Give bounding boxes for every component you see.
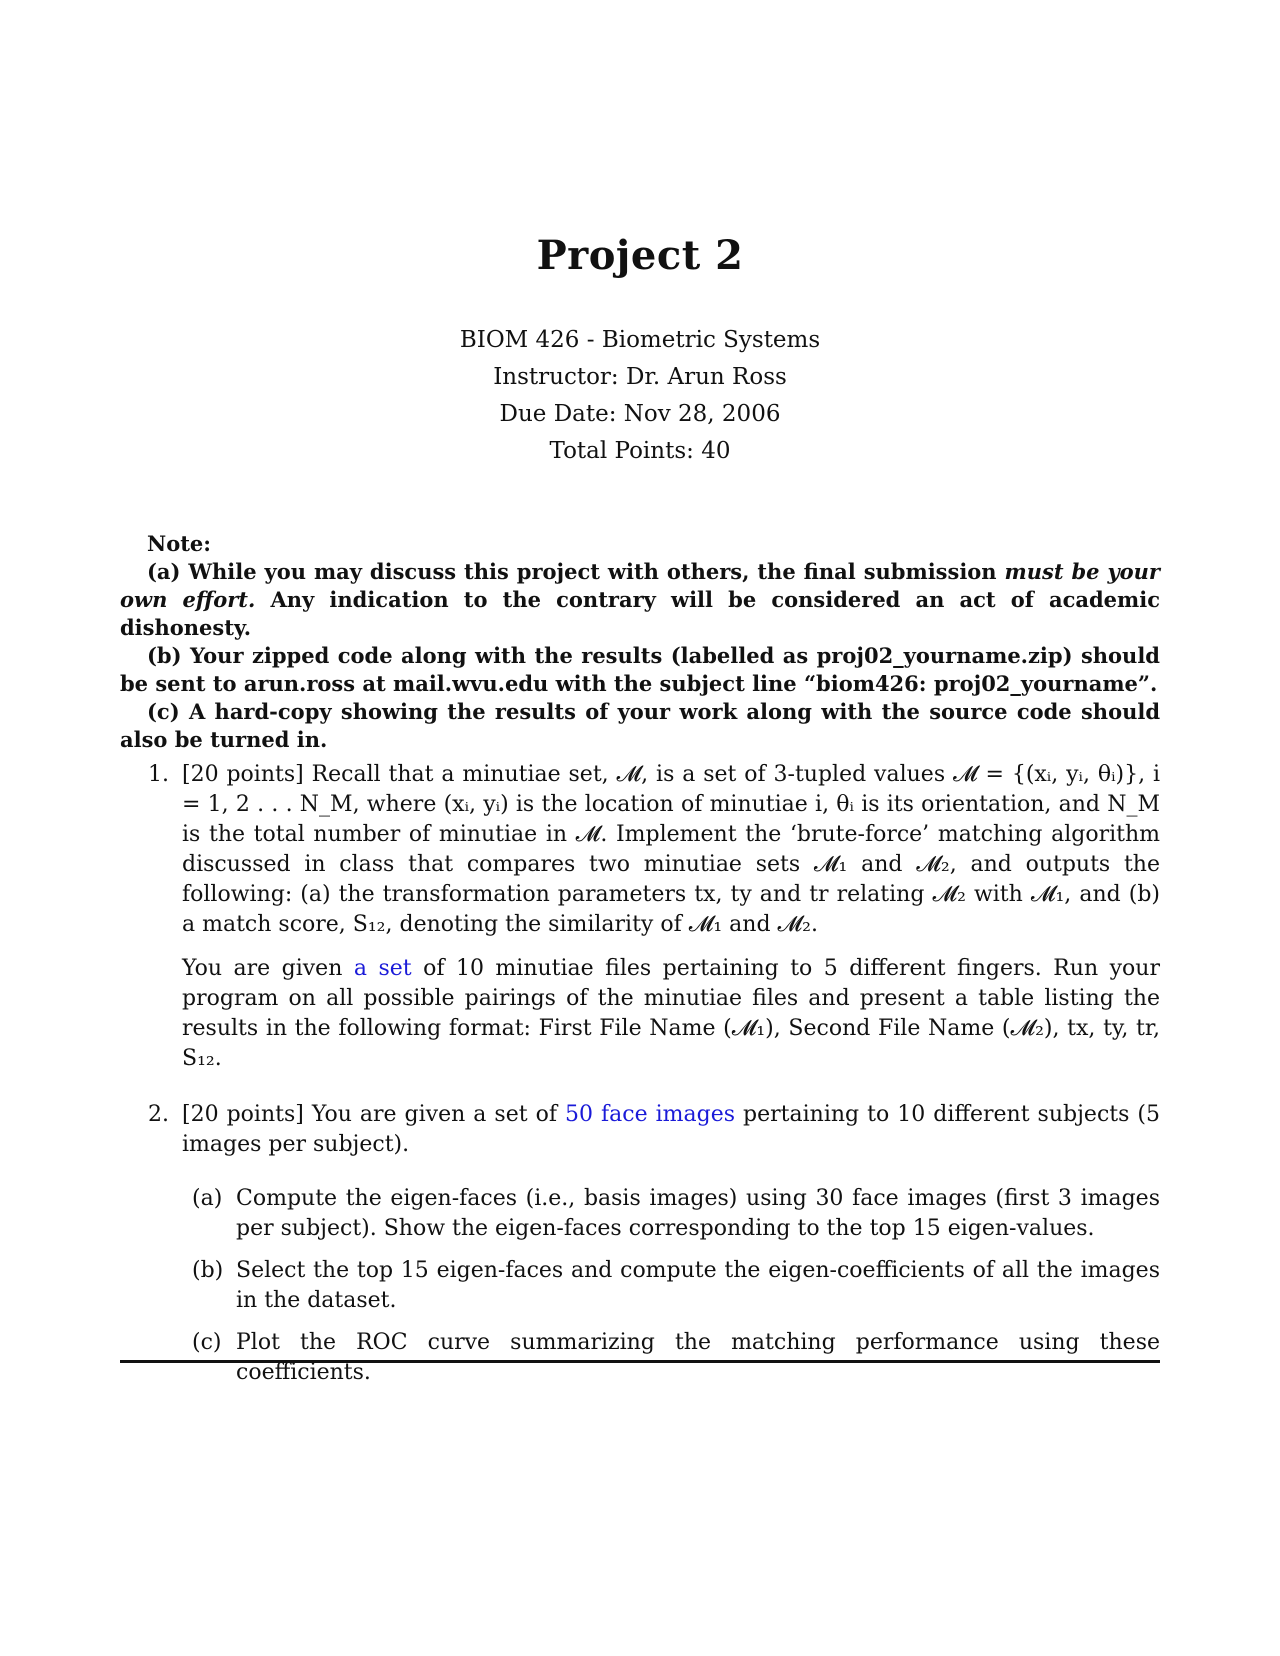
problem-1-number: 1. xyxy=(148,762,169,787)
problem-1-para2-pre: You are given xyxy=(182,956,354,981)
minutiae-set-link[interactable]: a set xyxy=(353,956,412,981)
note-a-pre: (a) While you may discuss this project with others, the final submission xyxy=(147,559,1005,584)
note-a-emphasis: must be your own effort. xyxy=(120,559,1160,612)
note-label: Note: xyxy=(147,531,212,556)
problem-2-subitem-b xyxy=(182,1256,1160,1316)
subitem-text: Select the top 15 eigen-faces and compute the eigen-coefficients of all the images in the dataset. xyxy=(236,1258,1160,1313)
note-item-a xyxy=(120,558,1160,642)
note-item-c: (c) A hard-copy showing the results of your work along with the source code should also be turned in. xyxy=(120,699,1160,752)
face-images-link[interactable]: 50 face images xyxy=(565,1102,736,1127)
problem-2-subitem-a xyxy=(182,1184,1160,1244)
horizontal-rule xyxy=(120,1360,1160,1363)
problem-2 xyxy=(120,1100,1160,1388)
subitem-text: Plot the ROC curve summarizing the matching performance using these coefficients. xyxy=(236,1330,1160,1385)
problem-2-subitem-c xyxy=(182,1328,1160,1388)
note-item-b: (b) Your zipped code along with the results (labelled as proj02_yourname.zip) should be sent to arun.ross at mail.wvu.edu with the subject line “biom426: proj02_yourname”. xyxy=(120,643,1160,696)
instructor-line: Instructor: Dr. Arun Ross xyxy=(493,364,787,390)
subitem-label: (a) xyxy=(192,1186,223,1211)
problem-2-text xyxy=(182,1100,1160,1160)
subitem-text: Compute the eigen-faces (i.e., basis images) using 30 face images (first 3 images per subject). Show the eigen-faces corresponding to the top 15 eigen-values. xyxy=(236,1186,1160,1241)
problem-list xyxy=(120,760,1160,1414)
due-date-line: Due Date: Nov 28, 2006 xyxy=(499,401,781,427)
note-a-post: Any indication to the contrary will be considered an act of academic dishonesty. xyxy=(120,587,1161,640)
problem-1-paragraph-2 xyxy=(182,954,1160,1074)
problem-2-number: 2. xyxy=(148,1102,169,1127)
course-name: BIOM 426 - Biometric Systems xyxy=(459,327,821,353)
subitem-label: (b) xyxy=(192,1258,224,1283)
note-section xyxy=(120,530,1160,754)
problem-2-text-pre: [20 points] You are given a set of xyxy=(182,1102,565,1127)
subitem-label: (c) xyxy=(192,1330,222,1355)
page-title: Project 2 xyxy=(536,232,744,279)
problem-2-subitems xyxy=(182,1184,1160,1388)
course-header xyxy=(0,322,1280,470)
problem-1-text: [20 points] Recall that a minutiae set, 𝓜, is a set of 3-tupled values 𝓜 = {(xᵢ, yᵢ, θᵢ)}, i = 1, 2 . . . N_M, where (xᵢ, yᵢ) is the location of minutiae i, θᵢ is its orientation, and N_M is the total number of minutiae in 𝓜. Implement the ‘brute-force’ matching algorithm discussed in class that compares two minutiae sets 𝓜₁ and 𝓜₂, and outputs the following: (a) the transformation parameters tx, ty and tr relating 𝓜₂ with 𝓜₁, and (b) a match score, S₁₂, denoting the similarity of 𝓜₁ and 𝓜₂. xyxy=(182,762,1160,937)
problem-1 xyxy=(120,760,1160,1074)
problem-2-text-post: pertaining to 10 different subjects (5 images per subject). xyxy=(182,1102,1160,1157)
total-points-line: Total Points: 40 xyxy=(549,438,731,464)
problem-1-para2-post: of 10 minutiae files pertaining to 5 different fingers. Run your program on all possible pairings of the minutiae files and present a table listing the results in the following format: First File Name (𝓜₁), Second File Name (𝓜₂), tx, ty, tr, S₁₂. xyxy=(182,956,1160,1071)
